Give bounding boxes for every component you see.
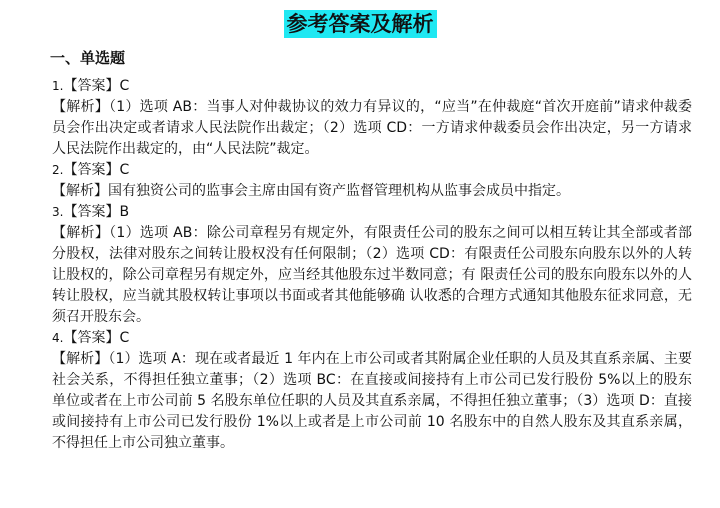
section-heading: 一、单选题 bbox=[50, 49, 126, 67]
question-item bbox=[52, 160, 692, 202]
question-item bbox=[52, 328, 692, 454]
analysis-text: 【解析】（1）选项 AB：除公司章程另有规定外，有限责任公司的股东之间可以相互转让其全部或者部分股权，法律对股东之间转让股权没有任何限制；（2）选项 CD：有限责任公司股东向股东以外的人转让股权的，除公司章程另有规定外，应当经其他股东过半数同意；有 限责任公司的股东向股东以外的人转让股权，应当就其股权转让事项以书面或者其他能够确 认收悉的合理方式通知其他股东征求同意，无须召开股东会。 bbox=[52, 225, 692, 325]
answer-text: 【答案】B bbox=[63, 204, 130, 220]
answer-text: 【答案】C bbox=[63, 78, 130, 94]
analysis-text: 【解析】（1）选项 AB：当事人对仲裁协议的效力有异议的，“应当”在仲裁庭“首次开庭前”请求仲裁委员会作出决定或者请求人民法院作出裁定；（2）选项 CD：一方请求仲裁委员会作出决定，另一方请求人民法院作出裁定的，由“人民法院”裁定。 bbox=[52, 99, 692, 157]
analysis-text: 【解析】（1）选项 A：现在或者最近 1 年内在上市公司或者其附属企业任职的人员及其直系亲属、主要社会关系，不得担任独立董事；（2）选项 BC：在直接或间接持有上市公司已发行股份 5%以上的股东单位或者在上市公司前 5 名股东单位任职的人员及其直系亲属，不得担任独立董事；（3）选项 D：直接或间接持有上市公司已发行股份 1%以上或者是上市公司前 10 名股东中的自然人股东及其直系亲属，不得担任上市公司独立董事。 bbox=[52, 351, 692, 451]
question-number: 1. bbox=[52, 79, 64, 93]
answer-list bbox=[52, 76, 692, 454]
question-item bbox=[52, 202, 692, 328]
page-title: 参考答案及解析 bbox=[284, 10, 437, 38]
question-number: 2. bbox=[52, 163, 64, 177]
question-item bbox=[52, 76, 692, 160]
answer-line bbox=[52, 202, 692, 223]
answer-text: 【答案】C bbox=[63, 330, 130, 346]
title-container bbox=[0, 10, 720, 38]
answer-line bbox=[52, 76, 692, 97]
answer-text: 【答案】C bbox=[63, 162, 130, 178]
question-number: 4. bbox=[52, 331, 64, 345]
analysis-text: 【解析】国有独资公司的监事会主席由国有资产监督管理机构从监事会成员中指定。 bbox=[52, 183, 570, 199]
answer-line bbox=[52, 160, 692, 181]
answer-line bbox=[52, 328, 692, 349]
question-number: 3. bbox=[52, 205, 64, 219]
